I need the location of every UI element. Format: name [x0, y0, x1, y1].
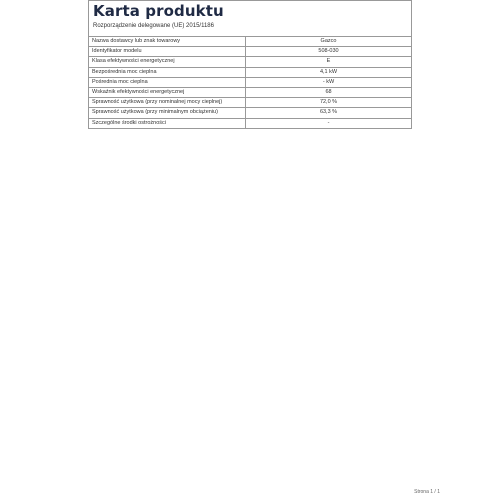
- row-label: Nazwa dostawcy lub znak towarowy: [89, 37, 246, 47]
- row-label: Klasa efektywności energetycznej: [89, 57, 246, 67]
- table-row: [89, 57, 412, 67]
- row-value: 63,3 %: [246, 108, 412, 118]
- row-value: -: [246, 118, 412, 128]
- row-value: 72,0 %: [246, 98, 412, 108]
- table-row: [89, 98, 412, 108]
- table-row: [89, 87, 412, 97]
- row-value: Gazco: [246, 37, 412, 47]
- row-value: - kW: [246, 77, 412, 87]
- spec-table: [88, 36, 412, 129]
- row-label: Bezpośrednia moc cieplna: [89, 67, 246, 77]
- table-row: [89, 108, 412, 118]
- row-label: Sprawność użytkowa (przy minimalnym obciążeniu): [89, 108, 246, 118]
- row-value: 68: [246, 87, 412, 97]
- product-sheet: [88, 0, 412, 500]
- row-label: Sprawność użytkowa (przy nominalnej mocy cieplnej): [89, 98, 246, 108]
- table-row: [89, 118, 412, 128]
- table-row: [89, 37, 412, 47]
- table-row: [89, 67, 412, 77]
- row-value: E: [246, 57, 412, 67]
- table-row: [89, 47, 412, 57]
- table-row: [89, 77, 412, 87]
- regulation-subtitle: Rozporządzenie delegowane (UE) 2015/1186: [93, 23, 214, 29]
- header: [88, 0, 412, 36]
- row-label: Identyfikator modelu: [89, 47, 246, 57]
- page-title: Karta produktu: [93, 2, 224, 20]
- row-label: Wskaźnik efektywności energetycznej: [89, 87, 246, 97]
- row-value: 508-030: [246, 47, 412, 57]
- row-label: Pośrednia moc cieplna: [89, 77, 246, 87]
- row-label: Szczególne środki ostrożności: [89, 118, 246, 128]
- row-value: 4,1 kW: [246, 67, 412, 77]
- page-number: Strona 1 / 1: [414, 489, 440, 495]
